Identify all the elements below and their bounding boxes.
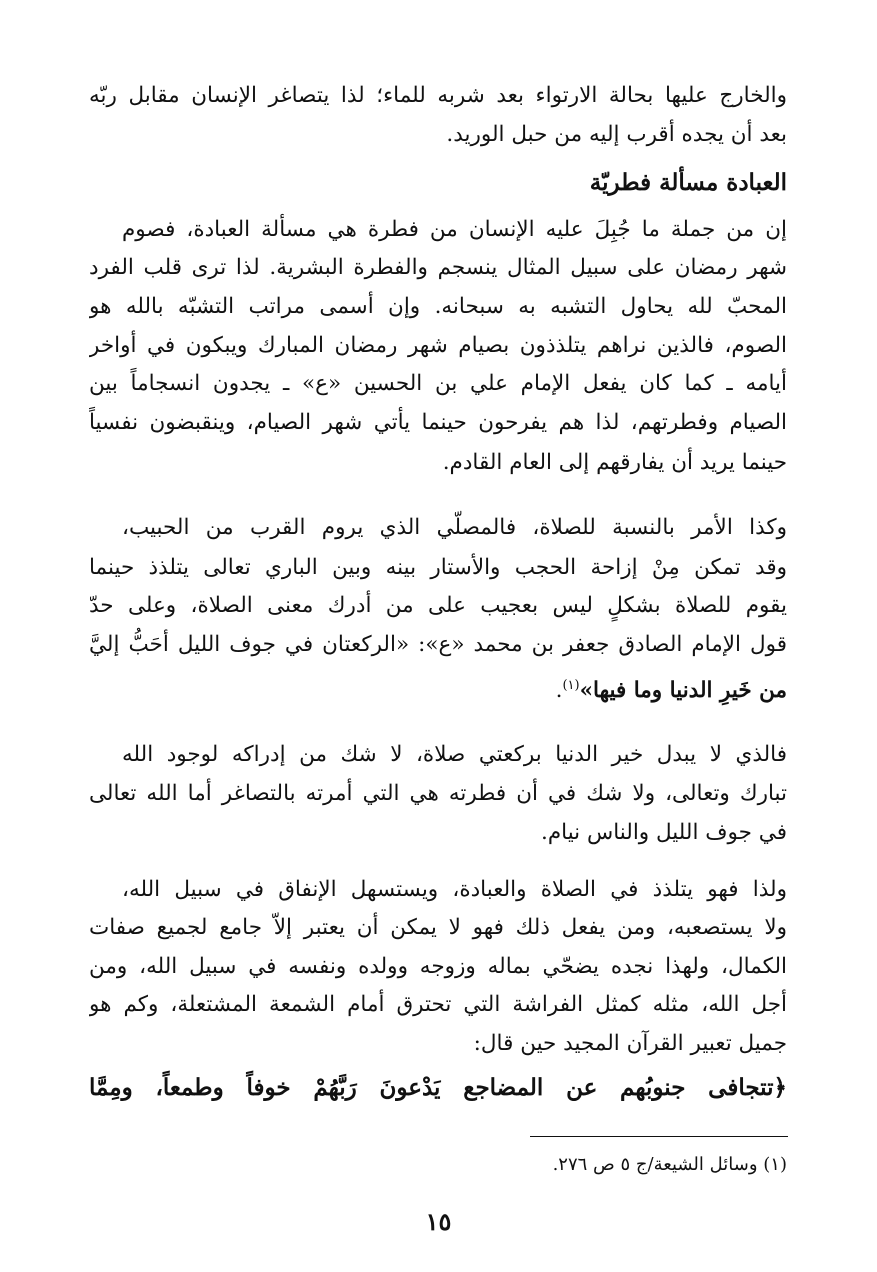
- text-line: يقوم للصلاة بشكلٍ ليس بعجيب على من أدرك معنى الصلاة، وعلى حدّ: [89, 593, 787, 618]
- text-line: والخارج عليها بحالة الارتواء بعد شربه للماء؛ لذا يتصاغر الإنسان مقابل ربّه: [89, 83, 787, 108]
- footnote-separator: [530, 1136, 788, 1137]
- section-heading: العبادة مسألة فطريّة: [589, 169, 787, 196]
- text-line: الصوم، فالذين نراهم يتلذذون بصيام شهر رمضان المبارك ويبكون في أواخر: [89, 333, 787, 358]
- text-line: وقد تمكن مِنْ إزاحة الحجب والأستار بينه وبين الباري تعالى يتلذذ حينما: [89, 555, 787, 580]
- text-line: جميل تعبير القرآن المجيد حين قال:: [473, 1031, 787, 1056]
- hadith-quote-text: من خَيرِ الدنيا وما فيها»: [579, 678, 787, 703]
- page-number: ١٥: [425, 1207, 452, 1236]
- paragraph-first-line: فالذي لا يبدل خير الدنيا بركعتي صلاة، لا شك من إدراكه لوجود الله: [122, 742, 787, 767]
- text-line: المحبّ لله يحاول التشبه به سبحانه. وإن أسمى مراتب التشبّه بالله هو: [89, 294, 787, 319]
- hadith-quote-end: [89, 671, 787, 711]
- text-line: الكمال، ولهذا نجده يضحّي بماله وزوجه وولده ونفسه في سبيل الله، ومن: [89, 954, 787, 979]
- footnote-marker: (١): [562, 677, 580, 693]
- hadith-quote-line: قول الإمام الصادق جعفر بن محمد «ع»: «الركعتان في جوف الليل أحَبُّ إليَّ: [89, 632, 787, 657]
- text-line: حينما يريد أن يفارقهم إلى العام القادم.: [442, 450, 787, 475]
- footnote: (١) وسائل الشيعة/ج ٥ ص ٢٧٦.: [552, 1154, 787, 1175]
- text-line: بعد أن يجده أقرب إليه من حبل الوريد.: [446, 122, 787, 147]
- text-line: أيامه ـ كما كان يفعل الإمام علي بن الحسين «ع» ـ يجدون انسجاماً بين: [89, 371, 787, 396]
- text-line: أجل الله، مثله كمثل الفراشة التي تحترق أمام الشمعة المشتعلة، وكم هو: [89, 992, 787, 1017]
- text-line: شهر رمضان على سبيل المثال ينسجم والفطرة البشرية. لذا ترى قلب الفرد: [89, 255, 787, 280]
- paragraph-first-line: ولذا فهو يتلذذ في الصلاة والعبادة، ويستسهل الإنفاق في سبيل الله،: [122, 877, 787, 902]
- paragraph-first-line: وكذا الأمر بالنسبة للصلاة، فالمصلّي الذي يروم القرب من الحبيب،: [122, 515, 787, 540]
- quran-verse-line: ﴿تتجافى جنوبُهم عن المضاجع يَدْعونَ رَبَّهُمْ خوفاً وطمعاً، ومِمَّا: [89, 1074, 787, 1101]
- sentence-period: .: [555, 678, 563, 703]
- text-line: تبارك وتعالى، ولا شك في أن فطرته هي التي أمرته بالتصاغر أما الله تعالى: [89, 781, 787, 806]
- text-line: الصيام وفطرتهم، لذا هم يفرحون حينما يأتي شهر الصيام، وينقبضون نفسياً: [89, 410, 787, 435]
- text-line: في جوف الليل والناس نيام.: [541, 820, 787, 845]
- text-line: ولا يستصعبه، ومن يفعل ذلك فهو لا يمكن أن يعتبر إلاّ جامع لجميع صفات: [89, 915, 787, 940]
- paragraph-first-line: إن من جملة ما جُبِلَ عليه الإنسان من فطرة هي مسألة العبادة، فصوم: [122, 217, 787, 242]
